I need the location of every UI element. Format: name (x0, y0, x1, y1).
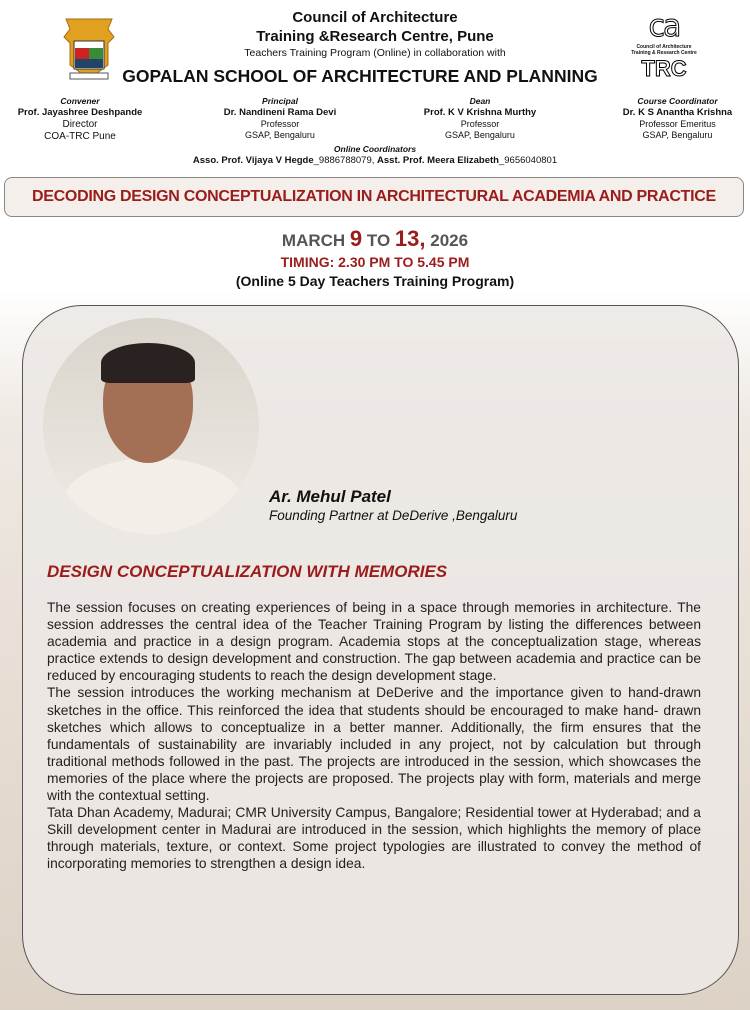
session-title: DESIGN CONCEPTUALIZATION WITH MEMORIES (47, 562, 448, 581)
program-title-banner: DECODING DESIGN CONCEPTUALIZATION IN ARCHITECTURAL ACADEMIA AND PRACTICE (4, 177, 744, 217)
program-dates: MARCH 9 TO 13, 2026 (281, 226, 469, 251)
speaker-photo (43, 318, 259, 534)
coa-trc-logo (628, 10, 700, 82)
program-timing: TIMING: 2.30 PM TO 5.45 PM (280, 254, 470, 270)
person-course-coordinator: Course Coordinator Dr. K S Anantha Krishna Professor Emeritus GSAP, Bengaluru (622, 96, 733, 140)
program-type: (Online 5 Day Teachers Training Program) (235, 273, 515, 289)
speaker-name: Ar. Mehul Patel (269, 487, 391, 506)
person-principal: Principal Dr. Nandineni Rama Devi Professor GSAP, Bengaluru (223, 96, 337, 140)
logo-caption: Council of Architecture Training & Research Centre (631, 44, 697, 56)
organizer-name (150, 8, 600, 46)
person-dean: Dean Prof. K V Krishna Murthy Professor GSAP, Bengaluru (423, 96, 537, 140)
paragraph: The session focuses on creating experiences of being in a space through memories in architecture. The session addresses the central idea of the Teacher Training Program by listing the differences between academia and practice in a design program. Academia stops at the conceptualization stage, whereas practice extends to design development and construction. The gap between academia and practice can be reduced by encouraging students to reach the design development stage. (47, 600, 701, 684)
school-name: GOPALAN SCHOOL OF ARCHITECTURE AND PLANNING (122, 66, 598, 86)
logo-ca-text: ca (648, 9, 680, 44)
online-coordinators: Online Coordinators Asso. Prof. Vijaya V Hegde_9886788079, Asst. Prof. Meera Elizabeth_9656040801 (192, 144, 558, 166)
session-description (47, 599, 701, 873)
paragraph: Tata Dhan Academy, Madurai; CMR University Campus, Bangalore; Residential tower at Hyderabad; and a Skill development center in Madurai are introduced in the session, which highlights the memory of place through materials, texture, or context. Some project typologies are illustrated to convey the method of incorporating memories to strengthen a design idea. (47, 805, 701, 872)
organizers-list (0, 96, 750, 142)
speaker-title: Founding Partner at DeDerive ,Bengaluru (269, 508, 518, 523)
paragraph: The session introduces the working mechanism at DeDerive and the importance given to hand-drawn sketches in the office. This reinforced the idea that students should be encouraged to make hand- drawn sketches which allows to conceptualize in a better manner. Additionally, the firm ensures that the fundamentals of sustainability are invariably included in any project, not by calculation but through traditional methods followed in the past. The projects are introduced in the session, which showcases the memories of the place where the projects are proposed. The projects play with form, materials and merge with the contextual setting. (47, 685, 701, 804)
organizer-line-2: Training &Research Centre, Pune (256, 28, 494, 45)
speaker-info (269, 486, 517, 524)
person-convener: Convener Prof. Jayashree Deshpande Director COA-TRC Pune (17, 96, 143, 142)
logo-trc-text: TRC (641, 56, 687, 81)
organizer-line-1: Council of Architecture (292, 9, 458, 26)
collaboration-note: Teachers Training Program (Online) in collaboration with (244, 47, 506, 59)
